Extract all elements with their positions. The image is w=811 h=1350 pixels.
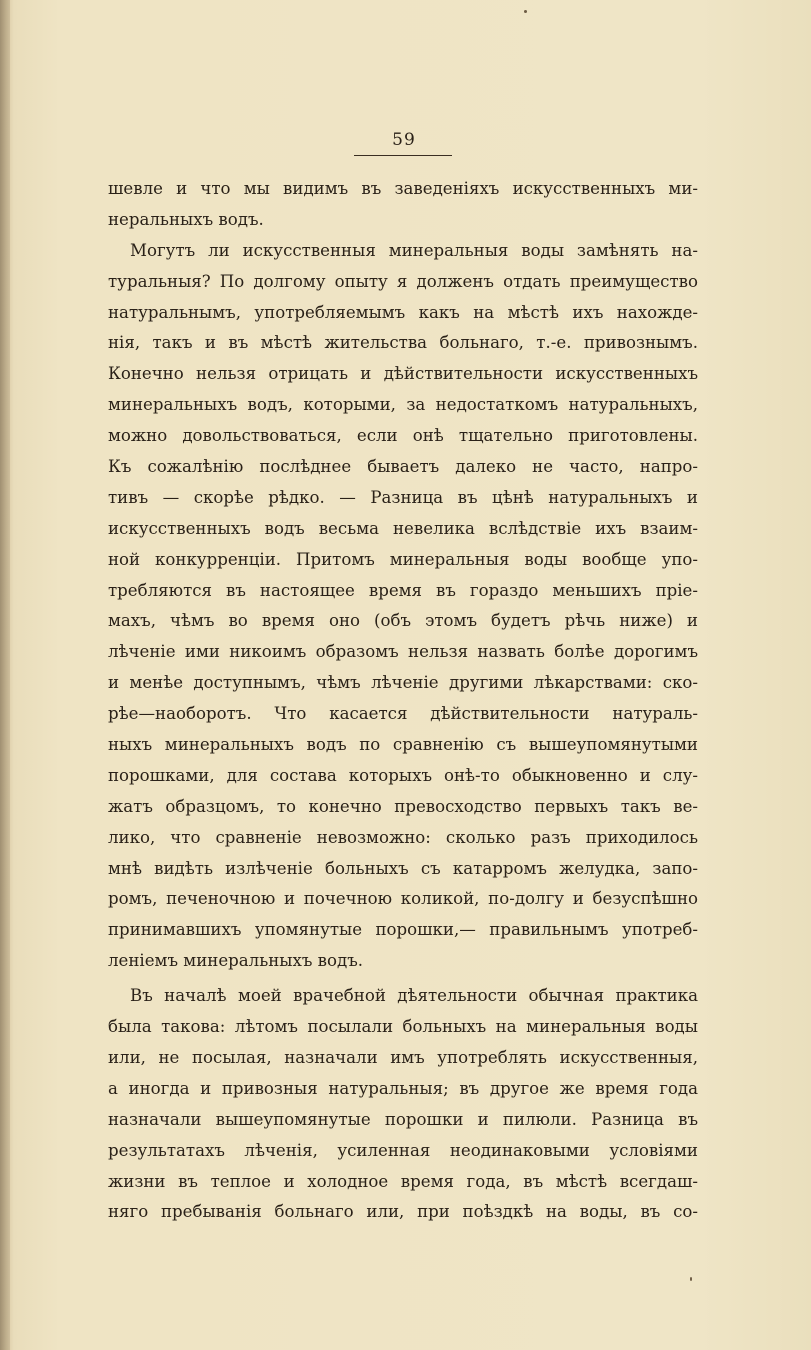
text-line: была такова: лѣтомъ посылали больныхъ на минеральныя воды: [108, 1017, 698, 1037]
text-line: шевле и что мы видимъ въ заведеніяхъ искусственныхъ ми-: [108, 179, 698, 198]
text-line: Къ сожалѣнію послѣднее бываетъ далеко не часто, напро-: [108, 457, 698, 477]
text-line: или, не посылая, назначали имъ употреблять искусственныя,: [108, 1047, 698, 1067]
text-line: лѣченіе ими никоимъ образомъ нельзя назвать болѣе дорогимъ: [108, 642, 698, 662]
text-line: леніемъ минеральныхъ водъ.: [108, 951, 364, 971]
text-line: мнѣ видѣть излѣченіе больныхъ съ катарромъ желудка, запо-: [108, 858, 698, 878]
page-number: 59: [392, 130, 416, 150]
text-line: и менѣе доступнымъ, чѣмъ лѣченіе другими лѣкарствами: ско-: [108, 673, 698, 693]
body-text: [108, 174, 698, 1228]
paper-speck: [524, 10, 527, 13]
text-line: минеральныхъ водъ, которыми, за недостаткомъ натуральныхъ,: [108, 395, 698, 415]
text-line: ной конкурренціи. Притомъ минеральныя воды вообще упо-: [108, 549, 698, 569]
text-line: назначали вышеупомянутые порошки и пилюли. Разница въ: [108, 1109, 698, 1129]
text-line: Могутъ ли искусственныя минеральныя воды замѣнять на-: [130, 240, 698, 260]
text-line: тивъ — скорѣе рѣдко. — Разница въ цѣнѣ натуральныхъ и: [108, 487, 698, 507]
text-line: натуральнымъ, употребляемымъ какъ на мѣстѣ ихъ нахожде-: [108, 302, 698, 322]
text-line: нія, такъ и въ мѣстѣ жительства больнаго, т.-е. привознымъ.: [108, 333, 698, 353]
page-gutter-shadow: [0, 0, 10, 1350]
text-line: жизни въ теплое и холодное время года, въ мѣстѣ всегдаш-: [108, 1171, 698, 1191]
text-line: искусственныхъ водъ весьма невелика вслѣдствіе ихъ взаим-: [108, 518, 698, 538]
text-line: Въ началѣ моей врачебной дѣятельности обычная практика: [130, 986, 698, 1006]
text-line: можно довольствоваться, если онѣ тщательно приготовлены.: [108, 426, 698, 446]
text-line: ныхъ минеральныхъ водъ по сравненію съ вышеупомянутыми: [108, 735, 698, 755]
text-line: а иногда и привозныя натуральныя; въ другое же время года: [108, 1078, 698, 1098]
text-line: туральныя? По долгому опыту я долженъ отдать преимущество: [108, 271, 698, 291]
text-line: лико, что сравненіе невозможно: сколько разъ приходилось: [108, 827, 698, 847]
text-line: жатъ образцомъ, то конечно превосходство первыхъ такъ ве-: [108, 796, 698, 816]
text-line: няго пребыванія больнаго или, при поѣздкѣ на воды, въ со-: [108, 1202, 698, 1222]
text-line: рѣе—наоборотъ. Что касается дѣйствительности натураль-: [108, 704, 698, 724]
text-line: Конечно нельзя отрицать и дѣйствительности искусственныхъ: [108, 364, 698, 384]
paper-speck: [690, 1277, 692, 1281]
text-line: неральныхъ водъ.: [108, 209, 264, 229]
text-line: результатахъ лѣченія, усиленная неодинаковыми условіями: [108, 1140, 698, 1160]
text-line: порошками, для состава которыхъ онѣ-то обыкновенно и слу-: [108, 765, 698, 785]
header-rule: [354, 155, 452, 156]
text-line: ромъ, печеночною и почечною коликой, по-долгу и безуспѣшно: [108, 889, 698, 909]
text-line: махъ, чѣмъ во время оно (объ этомъ будетъ рѣчь ниже) и: [108, 611, 698, 631]
text-line: требляются въ настоящее время въ гораздо меньшихъ пріе-: [108, 580, 698, 600]
text-line: принимавшихъ упомянутые порошки,— правильнымъ употреб-: [108, 920, 698, 940]
